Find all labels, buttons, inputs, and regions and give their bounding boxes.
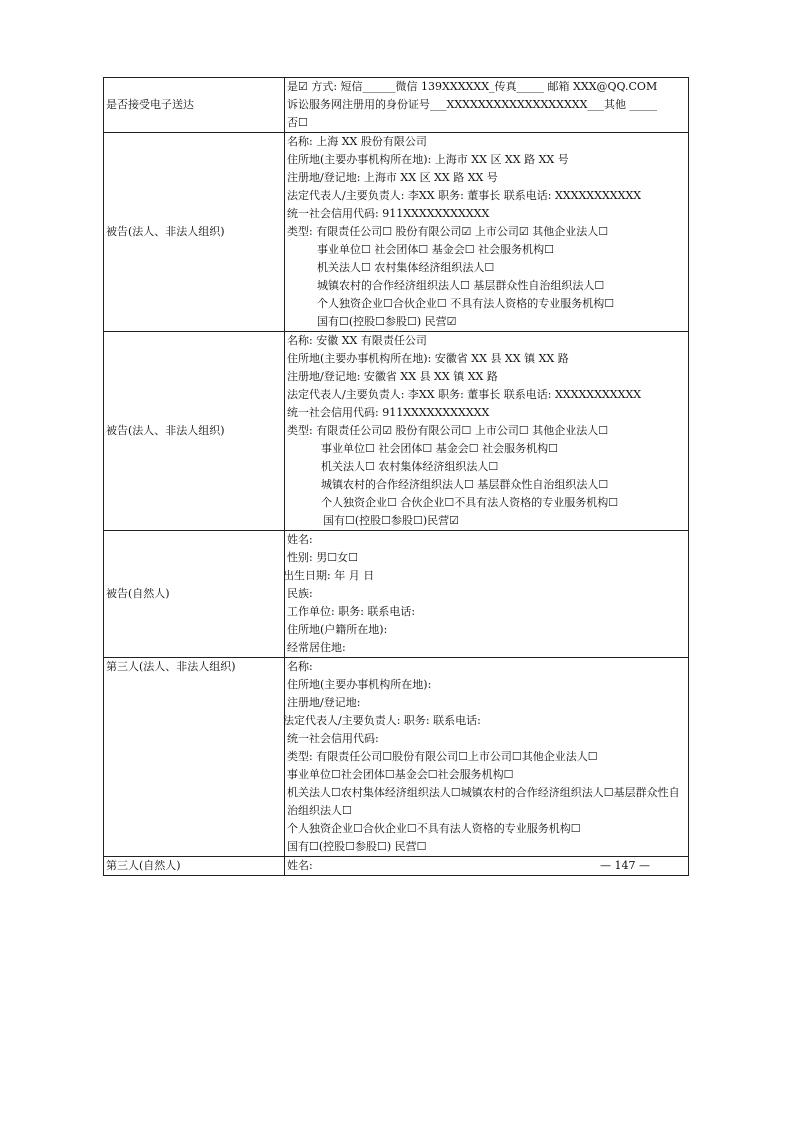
type-line: 事业单位☐ 社会团体☐ 基金会☐ 社会服务机构☐ — [321, 442, 558, 455]
type-line: 事业单位☐社会团体☐基金会☐社会服务机构☐ — [287, 768, 514, 781]
defendant-natural-row — [104, 531, 689, 658]
domicile-line: 住所地(户籍所在地): — [287, 623, 388, 636]
row-label: 被告(法人、非法人组织) — [104, 332, 285, 531]
type-line: 机关法人☐农村集体经济组织法人☐城镇农村的合作经济组织法人☐基层群众性自治组织法人☐ — [287, 786, 680, 817]
name-line: 名称: — [287, 660, 313, 673]
domicile-line: 住所地(主要办事机构所在地): 安徽省 XX 县 XX 镇 XX 路 — [287, 352, 569, 365]
third-party-org-row — [104, 658, 689, 857]
legal-rep-line: 法定代表人/主要负责人: 李XX 职务: 董事长 联系电话: XXXXXXXXXXX — [287, 388, 642, 401]
registration-line: 注册地/登记地: 上海市 XX 区 XX 路 XX 号 — [287, 171, 498, 184]
service-no-line: 否☐ — [287, 116, 308, 129]
credit-code-line: 统一社会信用代码: 911XXXXXXXXXXX — [287, 406, 490, 419]
row-content — [285, 78, 689, 133]
type-line: 机关法人☐ 农村集体经济组织法人☐ — [317, 261, 495, 274]
domicile-line: 住所地(主要办事机构所在地): 上海市 XX 区 XX 路 XX 号 — [287, 153, 569, 166]
type-line: 类型: 有限责任公司☐ 股份有限公司☑ 上市公司☑ 其他企业法人☐ — [287, 225, 609, 238]
birth-date-line: 出生日期: 年 月 日 — [283, 569, 375, 582]
row-label: 第三人(法人、非法人组织) — [104, 658, 285, 857]
name-line: 姓名: — [287, 859, 313, 872]
registration-line: 注册地/登记地: 安徽省 XX 县 XX 镇 XX 路 — [287, 370, 498, 383]
type-line: 城镇农村的合作经济组织法人☐ 基层群众性自治组织法人☐ — [321, 478, 609, 491]
registration-line: 注册地/登记地: — [287, 696, 361, 709]
ownership-line: 国有☐(控股☐参股☐) 民营☑ — [317, 315, 457, 328]
credit-code-line: 统一社会信用代码: 911XXXXXXXXXXX — [287, 207, 490, 220]
ownership-line: 国有☐(控股☐参股☐) 民营☐ — [287, 840, 427, 853]
page-number: — 147 — — [600, 859, 650, 872]
complaint-form-table — [103, 77, 689, 876]
type-line: 机关法人☐ 农村集体经济组织法人☐ — [321, 460, 499, 473]
row-content — [285, 133, 689, 332]
type-line: 个人独资企业☐合伙企业☐不具有法人资格的专业服务机构☐ — [287, 822, 581, 835]
defendant-org-row — [104, 133, 689, 332]
type-line: 类型: 有限责任公司☑ 股份有限公司☐ 上市公司☐ 其他企业法人☐ — [287, 424, 609, 437]
gender-line: 性别: 男☐女☐ — [287, 551, 358, 564]
row-label: 是否接受电子送达 — [104, 78, 285, 133]
legal-rep-line: 法定代表人/主要负责人: 李XX 职务: 董事长 联系电话: XXXXXXXXXXX — [287, 189, 642, 202]
name-line: 名称: 上海 XX 股份有限公司 — [287, 135, 427, 148]
type-line: 个人独资企业☐合伙企业☐ 不具有法人资格的专业服务机构☐ — [317, 297, 615, 310]
row-content — [285, 531, 689, 658]
residence-line: 经常居住地: — [287, 641, 346, 654]
row-label: 被告(自然人) — [104, 531, 285, 658]
type-line: 事业单位☐ 社会团体☐ 基金会☐ 社会服务机构☐ — [317, 243, 554, 256]
legal-rep-line: 法定代表人/主要负责人: 职务: 联系电话: — [283, 714, 481, 727]
type-line: 个人独资企业☐ 合伙企业☐不具有法人资格的专业服务机构☐ — [321, 496, 619, 509]
type-line: 城镇农村的合作经济组织法人☐ 基层群众性自治组织法人☐ — [317, 279, 605, 292]
ownership-line: 国有☐(控股☐参股☐)民营☑ — [323, 514, 460, 527]
name-line: 名称: 安徽 XX 有限责任公司 — [287, 334, 427, 347]
ethnicity-line: 民族: — [287, 587, 313, 600]
row-content — [285, 658, 689, 857]
row-content — [285, 332, 689, 531]
service-method-line: 是☑ 方式: 短信______微信 139XXXXXX_传真_____ 邮箱 XXX@QQ.COM — [287, 80, 658, 93]
name-line: 姓名: — [287, 533, 313, 546]
row-label: 被告(法人、非法人组织) — [104, 133, 285, 332]
domicile-line: 住所地(主要办事机构所在地): — [287, 678, 432, 691]
employer-line: 工作单位: 职务: 联系电话: — [287, 605, 416, 618]
defendant-org-row — [104, 332, 689, 531]
type-line: 类型: 有限责任公司☐股份有限公司☐上市公司☐其他企业法人☐ — [287, 750, 598, 763]
electronic-service-row — [104, 78, 689, 133]
credit-code-line: 统一社会信用代码: — [287, 732, 379, 745]
row-label: 第三人(自然人) — [104, 857, 285, 876]
service-id-line: 诉讼服务网注册用的身份证号___XXXXXXXXXXXXXXXXXX___其他 _____ — [287, 98, 657, 111]
